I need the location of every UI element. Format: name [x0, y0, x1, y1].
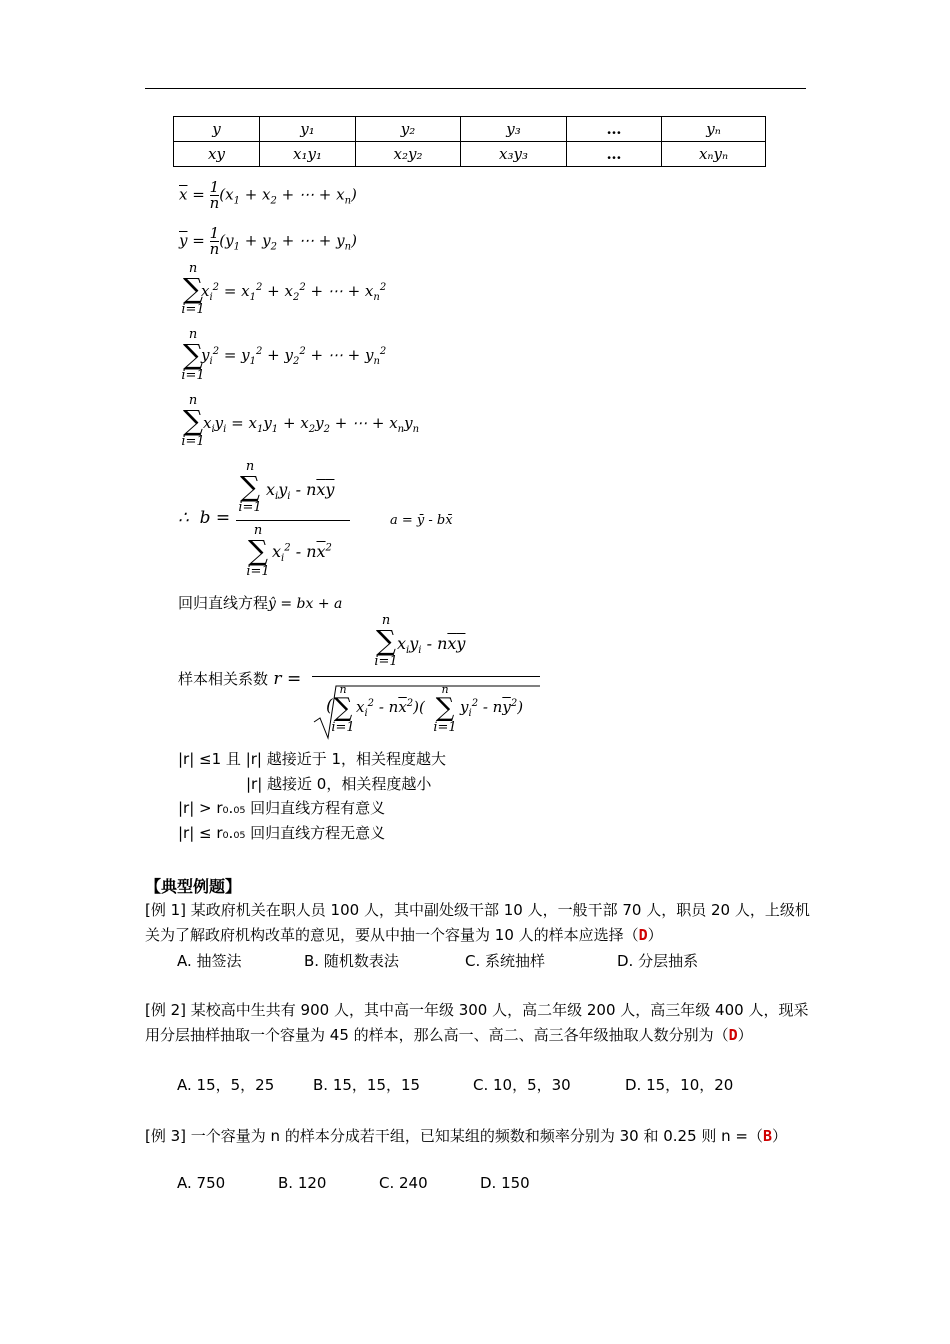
- option-a: A. 抽签法: [177, 952, 242, 970]
- table-cell: y₂: [356, 117, 461, 142]
- formula-a: a = ȳ - bx̄: [390, 513, 453, 528]
- r-condition-4: |r| ≤ r₀.₀₅ 回归直线方程无意义: [178, 824, 386, 842]
- option-c: C. 10，5，30: [473, 1076, 571, 1094]
- header-rule: [145, 88, 806, 89]
- table-row: [174, 142, 766, 167]
- sum-sign: n ∑ i=1: [433, 683, 457, 735]
- formula-sum-y2: $y_i^2 = y_1^2 + y_2^2$ + ⋯ + $y_n^2$: [201, 346, 387, 367]
- table-cell: y₃: [461, 117, 567, 142]
- sum-sign: n ∑ i=1: [181, 261, 205, 317]
- question-close: ）: [737, 1026, 753, 1044]
- example-3-options: [177, 1174, 530, 1192]
- option-a: A. 750: [177, 1174, 226, 1192]
- table-cell: …: [567, 142, 662, 167]
- table-cell: xₙyₙ: [662, 142, 766, 167]
- table-cell: y: [174, 117, 260, 142]
- formula-b-denominator: $x_i^2 - n\overline{x}^2$: [272, 542, 332, 565]
- r-condition-3: |r| > r₀.₀₅ 回归直线方程有意义: [178, 799, 386, 817]
- option-b: B. 随机数表法: [304, 952, 399, 970]
- answer-letter: D: [638, 926, 648, 944]
- table-cell: yₙ: [662, 117, 766, 142]
- sum-sign: n ∑ i=1: [331, 683, 355, 735]
- regression-equation: ŷ = bx + a: [268, 596, 343, 612]
- table-cell: xy: [174, 142, 260, 167]
- question-text: [例 2] 某校高中生共有 900 人，其中高一年级 300 人，高二年级 200 人，高三年级 400 人，现采用分层抽样抽取一个容量为 45 的样本，那么高一、高二、高三各年级抽取人数分别为（: [145, 1001, 809, 1044]
- example-3-question: [145, 1124, 810, 1149]
- answer-letter: D: [728, 1026, 738, 1044]
- option-b: B. 15，15，15: [313, 1076, 421, 1094]
- formula-b-label: ∴ b =: [178, 508, 231, 528]
- option-d: D. 分层抽系: [617, 952, 699, 970]
- example-2-question: [145, 998, 810, 1048]
- formula-r-denominator-x: $x_i^2 - n\overline{x}^2$)(: [356, 698, 425, 719]
- table-cell: …: [567, 117, 662, 142]
- r-condition-1: |r| ≤1 且 |r| 越接近于 1，相关程度越大: [178, 750, 447, 768]
- option-c: C. 240: [379, 1174, 428, 1192]
- sum-sign: n ∑ i=1: [374, 613, 398, 669]
- regression-line: [178, 592, 342, 613]
- formula-r-numerator: $x_iy_i - n\overline{x}\overline{y}$: [397, 634, 466, 657]
- example-1-question: [145, 898, 810, 948]
- sum-sign: n ∑ i=1: [181, 393, 205, 449]
- formula-ybar: $\overline{y}$ = $\frac{1}{n}$ ($y_1 + y_2$ + ⋯ + $y_n$): [179, 224, 357, 258]
- value-table: [173, 116, 766, 167]
- correlation-label: 样本相关系数 r =: [178, 669, 302, 689]
- sum-sign: n ∑ i=1: [238, 459, 262, 515]
- section-title: 【典型例题】: [145, 877, 242, 896]
- question-close: ）: [647, 926, 663, 944]
- answer-letter: B: [763, 1127, 773, 1145]
- formula-sum-xy: $x_iy_i = x_1y_1 + x_2y_2$ + ⋯ + $x_ny_n$: [203, 414, 420, 435]
- formula-r-denominator-y: $y_i^2 - n\overline{y}^2$): [460, 698, 524, 719]
- option-c: C. 系统抽样: [465, 952, 546, 970]
- question-close: ）: [772, 1127, 788, 1145]
- question-text: [例 1] 某政府机关在职人员 100 人，其中副处级干部 10 人，一般干部 70 人，职员 20 人，上级机关为了解政府机构改革的意见，要从中抽一个容量为 10 人的样本应选择（: [145, 901, 810, 944]
- example-1-options: [177, 950, 698, 971]
- option-b: B. 120: [278, 1174, 327, 1192]
- sum-sign: n ∑ i=1: [246, 523, 270, 579]
- table-cell: x₃y₃: [461, 142, 567, 167]
- r-label: 样本相关系数: [178, 670, 269, 688]
- option-a: A. 15，5，25: [177, 1076, 275, 1094]
- paren: (: [326, 696, 333, 716]
- formula-b-numerator: $x_iy_i - n\overline{x}\overline{y}$: [266, 480, 335, 503]
- option-d: D. 150: [480, 1174, 530, 1192]
- fraction-line: [236, 520, 350, 521]
- formula-xbar: $\overline{x}$ = $\frac{1}{n}$ ($x_1 + x_2$ + ⋯ + $x_n$): [179, 178, 357, 212]
- formula-sum-x2: $x_i^2 = x_1^2 + x_2^2$ + ⋯ + $x_n^2$: [201, 282, 387, 303]
- example-2-options: [177, 1074, 733, 1095]
- table-cell: y₁: [260, 117, 356, 142]
- fraction-line: [312, 676, 540, 677]
- regression-label: 回归直线方程: [178, 594, 269, 612]
- r-condition-2: |r| 越接近 0，相关程度越小: [246, 775, 432, 793]
- question-text: [例 3] 一个容量为 n 的样本分成若干组，已知某组的频数和频率分别为 30 和 0.25 则 n =（: [145, 1127, 763, 1145]
- table-cell: x₂y₂: [356, 142, 461, 167]
- table-row: [174, 117, 766, 142]
- sum-sign: n ∑ i=1: [181, 327, 205, 383]
- option-d: D. 15，10，20: [625, 1076, 734, 1094]
- table-cell: x₁y₁: [260, 142, 356, 167]
